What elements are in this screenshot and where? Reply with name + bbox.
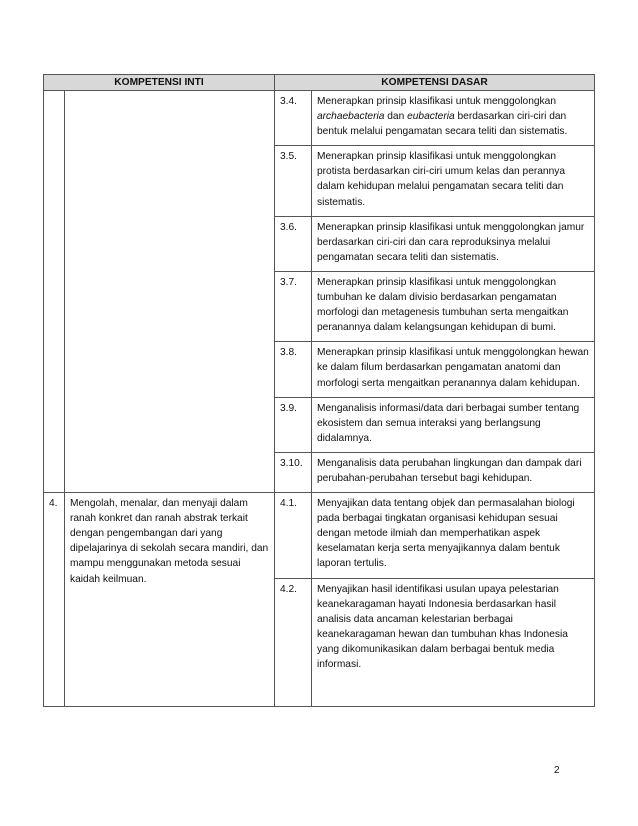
header-kompetensi-inti: KOMPETENSI INTI xyxy=(44,75,275,91)
kd-text xyxy=(312,578,595,707)
page-number: 2 xyxy=(554,765,560,776)
text-segment: berdasarkan ciri-ciri dan bentuk melalui pengamatan secara teliti dan sistematis. xyxy=(317,111,568,138)
header-kompetensi-dasar: KOMPETENSI DASAR xyxy=(275,75,595,91)
text-segment: Menyajikan hasil identifikasi usulan upaya pelestarian keanekaragaman hayati Indonesia berdasarkan hasil analisis data ancaman kelestarian berbagai keanekaragaman hewan dan tumbuhan khas Indonesia yang dikomunikasikan dalam berbagai bentuk media informasi. xyxy=(317,583,568,670)
kd-text xyxy=(312,146,595,216)
kd-number: 3.6. xyxy=(275,216,312,271)
text-segment: Menerapkan prinsip klasifikasi untuk menggolongkan tumbuhan ke dalam divisio berdasarkan pengamatan morfologi dan metagenesis tumbuhan serta mengaitkan peranannya dalam kelangsungan kehidupan di bumi. xyxy=(317,276,569,334)
text-segment: Menyajikan data tentang objek dan permasalahan biologi pada berbagai tingkatan organisasi kehidupan sesuai dengan metode ilmiah dan memperhatikan aspek keselamatan kerja serta menyajikannya dalam bentuk laporan tertulis. xyxy=(317,498,575,570)
ki-number: 4. xyxy=(44,493,65,707)
kd-number: 3.9. xyxy=(275,397,312,452)
text-segment: Menerapkan prinsip klasifikasi untuk menggolongkan hewan ke dalam filum berdasarkan pengamatan anatomi dan morfologi serta mengaitkan peranannya dalam kehidupan. xyxy=(317,347,589,389)
table-row xyxy=(44,493,595,578)
kd-text xyxy=(312,271,595,341)
kd-number: 3.7. xyxy=(275,271,312,341)
competency-table xyxy=(43,74,595,707)
kd-number: 3.5. xyxy=(275,146,312,216)
text-segment: Menerapkan prinsip klasifikasi untuk menggolongkan jamur berdasarkan ciri-ciri dan cara reproduksinya melalui pengamatan secara teliti dan sistematis. xyxy=(317,221,585,263)
text-segment: Menerapkan prinsip klasifikasi untuk menggolongkan xyxy=(317,96,556,107)
italic-term: eubacteria xyxy=(407,111,455,123)
ki-number-cell-empty xyxy=(44,91,65,493)
kd-text xyxy=(312,493,595,578)
text-segment: Menerapkan prinsip klasifikasi untuk menggolongkan protista berdasarkan ciri-ciri umum kelas dan perannya dalam kehidupan melalui pengamatan secara teliti dan sistematis. xyxy=(317,151,566,208)
ki-text: Mengolah, menalar, dan menyaji dalam ranah konkret dan ranah abstrak terkait dengan pengembangan dari yang dipelajarinya di sekolah secara mandiri, dan mampu menggunakan metoda sesuai kaidah keilmuan. xyxy=(65,493,275,707)
kd-number: 3.8. xyxy=(275,342,312,397)
kd-number: 4.2. xyxy=(275,578,312,707)
kd-number: 3.10. xyxy=(275,452,312,492)
kd-text xyxy=(312,452,595,492)
text-segment: dan xyxy=(384,111,408,123)
kd-text xyxy=(312,397,595,452)
kd-number: 4.1. xyxy=(275,493,312,578)
text-segment: Menganalisis data perubahan lingkungan dan dampak dari perubahan-perubahan tersebut bagi kehidupan. xyxy=(317,457,582,484)
kd-text xyxy=(312,342,595,397)
kd-text xyxy=(312,91,595,146)
table-body xyxy=(44,91,595,707)
text-segment: Menganalisis informasi/data dari berbagai sumber tentang ekosistem dan semua interaksi yang berlangsung didalamnya. xyxy=(317,402,580,444)
italic-term: archaebacteria xyxy=(317,111,385,123)
table-row xyxy=(44,91,595,146)
kd-number: 3.4. xyxy=(275,91,312,146)
ki-text-cell-empty xyxy=(65,91,275,493)
table-header-row xyxy=(44,75,595,91)
kd-text xyxy=(312,216,595,271)
